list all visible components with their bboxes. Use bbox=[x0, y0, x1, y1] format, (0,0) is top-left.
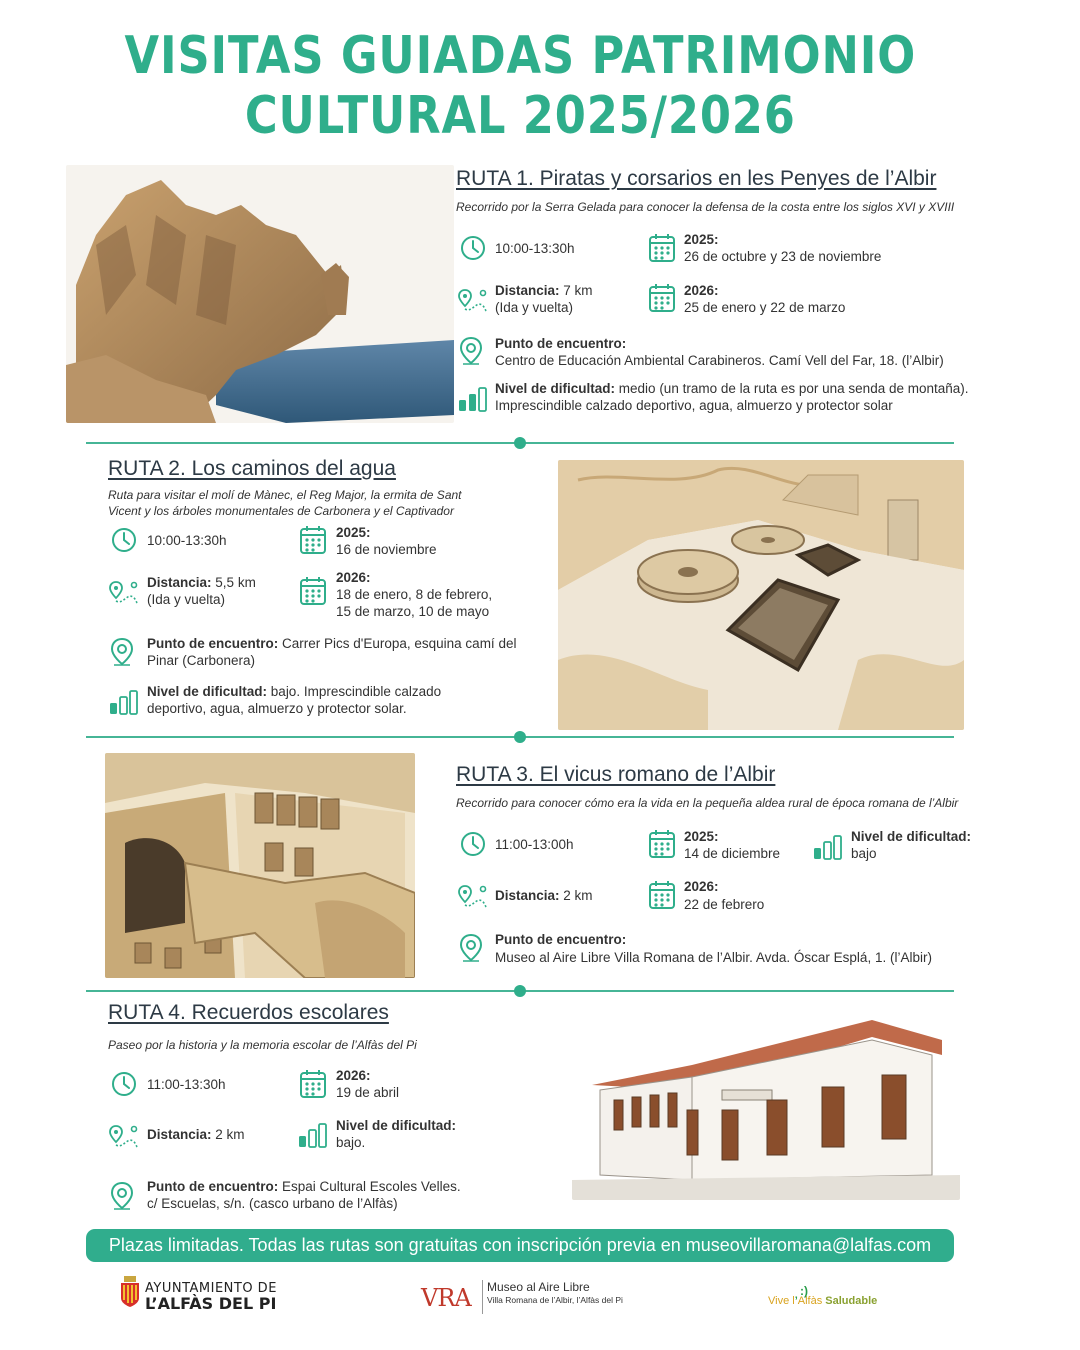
route-3-meeting-label: Punto de encuentro: bbox=[495, 932, 627, 947]
route-3-time: 11:00-13:00h bbox=[495, 837, 574, 852]
location-pin-icon bbox=[110, 1181, 136, 1207]
route-3-dates-2026: 22 de febrero bbox=[684, 897, 765, 912]
divider-dot bbox=[514, 731, 526, 743]
route-2-subtitle-1: Ruta para visitar el molí de Mànec, el Reg Major, la ermita de Sant bbox=[108, 488, 462, 502]
calendar-icon bbox=[648, 233, 674, 259]
old-school-illustration bbox=[572, 995, 960, 1200]
route-2-distance-note: (Ida y vuelta) bbox=[147, 592, 226, 607]
divider-dot bbox=[514, 437, 526, 449]
route-1-dates-2026: 25 de enero y 22 de marzo bbox=[684, 300, 846, 315]
route-4-dates-2026: 19 de abril bbox=[336, 1085, 400, 1100]
route-1-difficulty-label: Nivel de dificultad: bbox=[495, 381, 616, 396]
page-title-line-1: VISITAS GUIADAS PATRIMONIO bbox=[124, 26, 917, 86]
route-3-subtitle: Recorrido para conocer cómo era la vida en la pequeña aldea rural de época romana de l’Albir bbox=[456, 796, 959, 810]
roman-ruins-illustration bbox=[105, 753, 415, 978]
route-1-distance-note: (Ida y vuelta) bbox=[495, 300, 574, 315]
location-pin-icon bbox=[110, 637, 136, 663]
mill-stones-illustration bbox=[558, 460, 964, 730]
route-4-meeting-value-2: c/ Escuelas, s/n. (casco urbano de l’Alfàs) bbox=[147, 1196, 398, 1211]
ayto-logo-line-1: AYUNTAMIENTO DE bbox=[145, 1281, 277, 1296]
location-pin-icon bbox=[459, 336, 485, 362]
route-4-meeting-value-1: Espai Cultural Escoles Velles. bbox=[282, 1179, 461, 1194]
clock-icon bbox=[111, 527, 137, 553]
route-3-difficulty-value: bajo bbox=[851, 846, 877, 861]
calendar-icon bbox=[299, 576, 325, 602]
route-2-subtitle-2: Vicent y los árboles monumentales de Carbonera y el Captivador bbox=[108, 504, 454, 518]
vive-alfas-saludable-logo bbox=[768, 1295, 877, 1307]
vive-smile-icon: ’ bbox=[794, 1295, 798, 1307]
route-1-meeting-label: Punto de encuentro: bbox=[495, 336, 627, 351]
route-map-icon bbox=[458, 883, 484, 909]
vra-logo-mark: VRA bbox=[421, 1284, 471, 1312]
difficulty-bars-icon bbox=[458, 386, 484, 412]
route-4-subtitle: Paseo por la historia y la memoria escolar de l’Alfàs del Pi bbox=[108, 1038, 417, 1052]
page-title-line-2: CULTURAL 2025/2026 bbox=[244, 86, 796, 146]
calendar-icon bbox=[299, 525, 325, 551]
route-1-distance-label: Distancia: bbox=[495, 283, 560, 298]
route-4-distance-label: Distancia: bbox=[147, 1127, 212, 1142]
divider-dot bbox=[514, 985, 526, 997]
route-1-year-2025: 2025: bbox=[684, 232, 719, 247]
route-2-year-2025: 2025: bbox=[336, 525, 371, 540]
vive-logo-part-3: Saludable bbox=[825, 1295, 878, 1307]
route-map-icon bbox=[109, 1123, 135, 1149]
route-1-subtitle: Recorrido por la Serra Gelada para conocer la defensa de la costa entre los siglos XVI y XVIII bbox=[456, 200, 955, 214]
vive-logo-part-2: Alfàs bbox=[797, 1295, 823, 1307]
route-1-distance-value: 7 km bbox=[563, 283, 593, 298]
route-4-difficulty-label: Nivel de dificultad: bbox=[336, 1118, 457, 1133]
smile-dots-icon: :) bbox=[800, 1284, 808, 1298]
museum-logo-line-1: Museo al Aire Libre bbox=[487, 1280, 590, 1294]
clock-icon bbox=[460, 831, 486, 857]
route-2-meeting-value-2: Pinar (Carbonera) bbox=[147, 653, 256, 668]
route-2-distance-value: 5,5 km bbox=[215, 575, 256, 590]
route-4-year-2026: 2026: bbox=[336, 1068, 371, 1083]
route-1-difficulty-extra: Imprescindible calzado deportivo, agua, almuerzo y protector solar bbox=[495, 398, 893, 413]
route-1-time: 10:00-13:30h bbox=[495, 241, 575, 256]
route-2-meeting-value-1: Carrer Pics d'Europa, esquina camí del bbox=[282, 636, 517, 651]
route-2-title: RUTA 2. Los caminos del agua bbox=[108, 457, 396, 480]
route-3-difficulty-label: Nivel de dificultad: bbox=[851, 829, 972, 844]
difficulty-bars-icon bbox=[813, 834, 839, 860]
logo-separator bbox=[482, 1280, 483, 1314]
registration-banner: Plazas limitadas. Todas las rutas son gratuitas con inscripción previa en museovillaromana@lalfas.com bbox=[86, 1229, 954, 1262]
route-2-dates-2026-line-2: 15 de marzo, 10 de mayo bbox=[336, 604, 490, 619]
route-2-distance-label: Distancia: bbox=[147, 575, 212, 590]
route-4-time: 11:00-13:30h bbox=[147, 1077, 226, 1092]
route-2-difficulty-label: Nivel de dificultad: bbox=[147, 684, 268, 699]
difficulty-bars-icon bbox=[109, 689, 135, 715]
route-3-title: RUTA 3. El vicus romano de l’Albir bbox=[456, 763, 776, 786]
route-1-dates-2025: 26 de octubre y 23 de noviembre bbox=[684, 249, 882, 264]
calendar-icon bbox=[648, 283, 674, 309]
route-1-difficulty-value: medio (un tramo de la ruta es por una senda de montaña). bbox=[618, 381, 969, 396]
coat-of-arms-icon bbox=[120, 1276, 140, 1308]
route-1-title: RUTA 1. Piratas y corsarios en les Penyes de l’Albir bbox=[456, 167, 937, 190]
route-2-dates-2025: 16 de noviembre bbox=[336, 542, 437, 557]
route-2-difficulty-extra: deportivo, agua, almuerzo y protector solar. bbox=[147, 701, 407, 716]
route-2-meeting-label: Punto de encuentro: bbox=[147, 636, 279, 651]
clock-icon bbox=[111, 1071, 137, 1097]
cliffs-illustration bbox=[66, 165, 454, 423]
calendar-icon bbox=[648, 829, 674, 855]
ayto-logo-line-2: L’ALFÀS DEL PI bbox=[145, 1294, 277, 1313]
route-2-dates-2026-line-1: 18 de enero, 8 de febrero, bbox=[336, 587, 493, 602]
route-4-difficulty-value: bajo. bbox=[336, 1135, 366, 1150]
museum-logo-line-2: Villa Romana de l’Albir, l’Alfàs del Pi bbox=[487, 1295, 623, 1305]
difficulty-bars-icon bbox=[298, 1122, 324, 1148]
route-2-year-2026: 2026: bbox=[336, 570, 371, 585]
calendar-icon bbox=[648, 880, 674, 906]
route-2-difficulty-value: bajo. Imprescindible calzado bbox=[270, 684, 442, 699]
route-3-distance-value: 2 km bbox=[563, 888, 593, 903]
calendar-icon bbox=[299, 1069, 325, 1095]
route-4-distance-value: 2 km bbox=[215, 1127, 245, 1142]
route-4-meeting-label: Punto de encuentro: bbox=[147, 1179, 279, 1194]
route-3-meeting-value: Museo al Aire Libre Villa Romana de l’Albir. Avda. Óscar Esplá, 1. (l’Albir) bbox=[495, 950, 932, 965]
route-1-year-2026: 2026: bbox=[684, 283, 719, 298]
route-1-meeting-value: Centro de Educación Ambiental Carabineros. Camí Vell del Far, 18. (l’Albir) bbox=[495, 353, 944, 368]
route-2-time: 10:00-13:30h bbox=[147, 533, 227, 548]
location-pin-icon bbox=[459, 933, 485, 959]
route-map-icon bbox=[458, 287, 484, 313]
vive-logo-part-1: Vive l bbox=[768, 1295, 795, 1307]
route-3-year-2025: 2025: bbox=[684, 829, 719, 844]
route-3-year-2026: 2026: bbox=[684, 879, 719, 894]
route-3-distance-label: Distancia: bbox=[495, 888, 560, 903]
route-4-title: RUTA 4. Recuerdos escolares bbox=[108, 1001, 389, 1024]
clock-icon bbox=[460, 235, 486, 261]
route-map-icon bbox=[109, 579, 135, 605]
route-3-dates-2025: 14 de diciembre bbox=[684, 846, 781, 861]
